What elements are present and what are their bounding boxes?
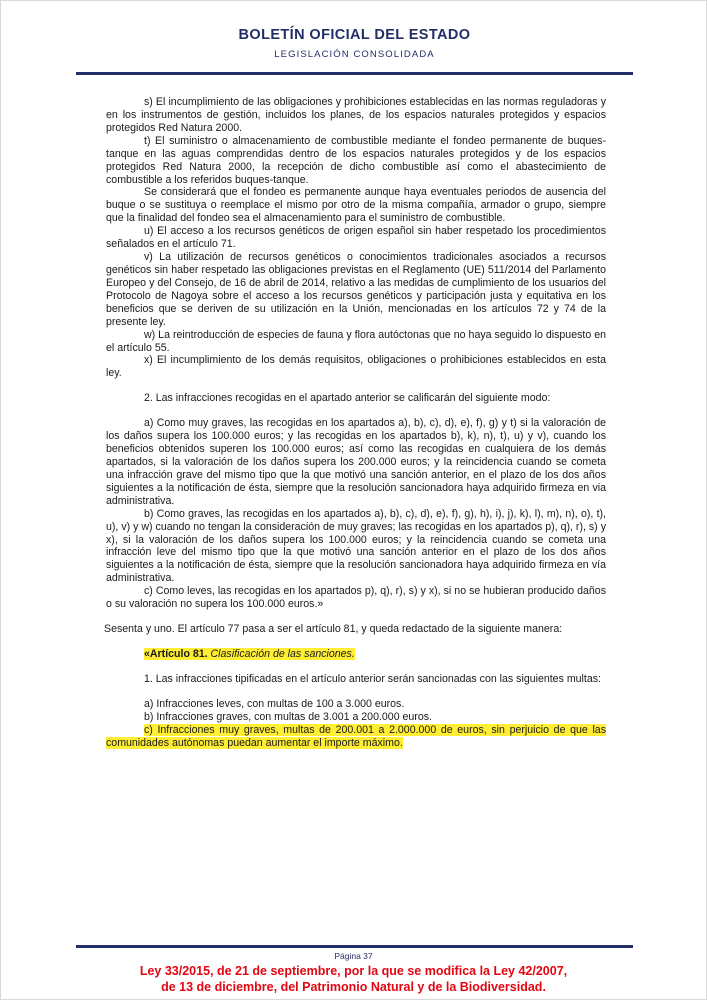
item-b-graves-text: b) Como graves, las recogidas en los apartados a), b), c), d), e), f), g), h), i), j), k), l), m), n), o), t), u), v) y w) cuando no tengan la consideración de muy graves; las recogidas en los apartados p), q), r), s) y x), si la valoración de los daños supera los 100.000 euros; y la reincidencia cuando se cometa una infracción leve del mismo tipo que la que motivó una sanción anterior en el plazo de los dos años siguientes a la notificación de ésta, siempre que la resolución sancionadora haya adquirido firmeza en vía administrativa. — [106, 507, 606, 585]
item-a-multas-leves-text: a) Infracciones leves, con multas de 100 a 3.000 euros. — [144, 697, 405, 710]
item-s — [106, 96, 606, 135]
item-s-text: s) El incumplimiento de las obligaciones y prohibiciones establecidas en las normas reguladoras y en los instrumentos de gestión, incluidos los planes, de los espacios naturales protegidos y espacios protegidos Red Natura 2000. — [106, 96, 606, 134]
article-81-heading — [106, 648, 606, 661]
item-u-text: u) El acceso a los recursos genéticos de origen español sin haber respetado los procedimientos señalados en el artículo 71. — [106, 225, 606, 251]
item-v-text: v) La utilización de recursos genéticos o conocimientos tradicionales asociados a recursos genéticos sin haber respetado las obligaciones previstas en el Reglamento (UE) 511/2014 del Parlamento Europeo y del Consejo, de 16 de abril de 2014, relativo a las medidas de cumplimiento de los usuarios del Protocolo de Nagoya sobre el acceso a los recursos genéticos y participación justa y equitativa en los beneficios que se deriven de su utilización en la Unión, mencionadas en los artículos 72 y 74 de la presente ley. — [106, 251, 606, 328]
article-81-heading-text: Clasificación de las sanciones. — [210, 647, 355, 660]
item-c-multas-muy-graves — [106, 724, 606, 750]
item-b-multas-graves-text: b) Infracciones graves, con multas de 3.001 a 200.000 euros. — [144, 710, 432, 723]
para-sesenta-y-uno — [76, 623, 633, 636]
item-c-leves-text: c) Como leves, las recogidas en los apartados p), q), r), s) y x), si no se hubieran producido daños o su valoración no supera los 100.000 euros.» — [106, 585, 606, 611]
header-divider — [76, 72, 633, 75]
article-81-heading-text: «Artículo 81. — [144, 647, 211, 660]
item-w-text: w) La reintroducción de especies de fauna y flora autóctonas que no haya seguido lo dispuesto en el artículo 55. — [106, 328, 606, 354]
footer-divider — [76, 945, 633, 948]
item-a-muy-graves-text: a) Como muy graves, las recogidas en los apartados a), b), c), d), e), f), g) y t) si la valoración de los daños supera los 100.000 euros; y las recogidas en los apartados b), k), n), t), u) y v), cuando los beneficios obtenidos superen los 100.000 euros; así como las recogidas en cualquiera de los demás apartados, si la valoración de los daños supera los 200.000 euros; y la reincidencia cuando se cometa una infracción grave del mismo tipo que la que motivó una sanción anterior, en el plazo de los dos años siguientes a la notificación de ésta, siempre que la resolución sancionadora haya adquirido firmeza en via administrativa. — [106, 417, 606, 507]
item-v — [106, 251, 606, 329]
item-c-multas-muy-graves-text: c) Infracciones muy graves, multas de 200.001 a 2.000.000 de euros, sin perjuicio de que las comunidades autónomas puedan aumentar el importe máximo. — [106, 723, 606, 749]
item-b-multas-graves — [106, 711, 606, 724]
item-t — [106, 135, 606, 187]
document-body — [76, 96, 633, 749]
para-multas-intro — [106, 673, 606, 686]
item-b-graves — [106, 508, 606, 586]
item-c-leves — [106, 585, 606, 611]
page-number: Página 37 — [334, 951, 373, 961]
item-w — [106, 329, 606, 355]
para-multas-intro-text: 1. Las infracciones tipificadas en el artículo anterior serán sancionadas con las siguientes multas: — [144, 672, 601, 685]
footer-law-line-2: de 13 de diciembre, del Patrimonio Natural y de la Biodiversidad. — [161, 980, 546, 994]
item-t-text: t) El suministro o almacenamiento de combustible mediante el fondeo permanente de buques-tanque en las aguas comprendidas dentro de los espacios naturales protegidos y de los espacios protegidos Red Natura 2000, la recepción de dicho combustible así como el abastecimiento de combustible a los referidos buques-tanque. — [106, 134, 606, 186]
para-fondeo-permanente-text: Se considerará que el fondeo es permanente aunque haya eventuales periodos de ausencia del buque o se sustituya o reemplace el mismo por otro de la misma compañía, armador o grupo, siempre que la finalidad del fondeo sea el almacenamiento para el suministro de combustible. — [106, 186, 606, 225]
item-x — [106, 354, 606, 380]
footer-law-reference — [1, 963, 706, 995]
header-title: BOLETÍN OFICIAL DEL ESTADO — [238, 27, 471, 43]
para-sesenta-y-uno-text: Sesenta y uno. El artículo 77 pasa a ser el artículo 81, y queda redactado de la siguiente manera: — [104, 623, 563, 636]
item-u — [106, 225, 606, 251]
para-clasificacion-intro — [106, 392, 606, 405]
item-a-muy-graves — [106, 417, 606, 507]
page-header — [76, 27, 633, 60]
footer-law-line-1: Ley 33/2015, de 21 de septiembre, por la que se modifica la Ley 42/2007, — [139, 964, 568, 978]
header-subtitle: LEGISLACIÓN CONSOLIDADA — [274, 49, 435, 60]
para-clasificacion-intro-text: 2. Las infracciones recogidas en el apartado anterior se calificarán del siguiente modo: — [144, 392, 551, 405]
item-x-text: x) El incumplimiento de los demás requisitos, obligaciones o prohibiciones establecidos en esta ley. — [106, 354, 606, 380]
para-fondeo-permanente — [106, 186, 606, 225]
item-a-multas-leves — [106, 698, 606, 711]
